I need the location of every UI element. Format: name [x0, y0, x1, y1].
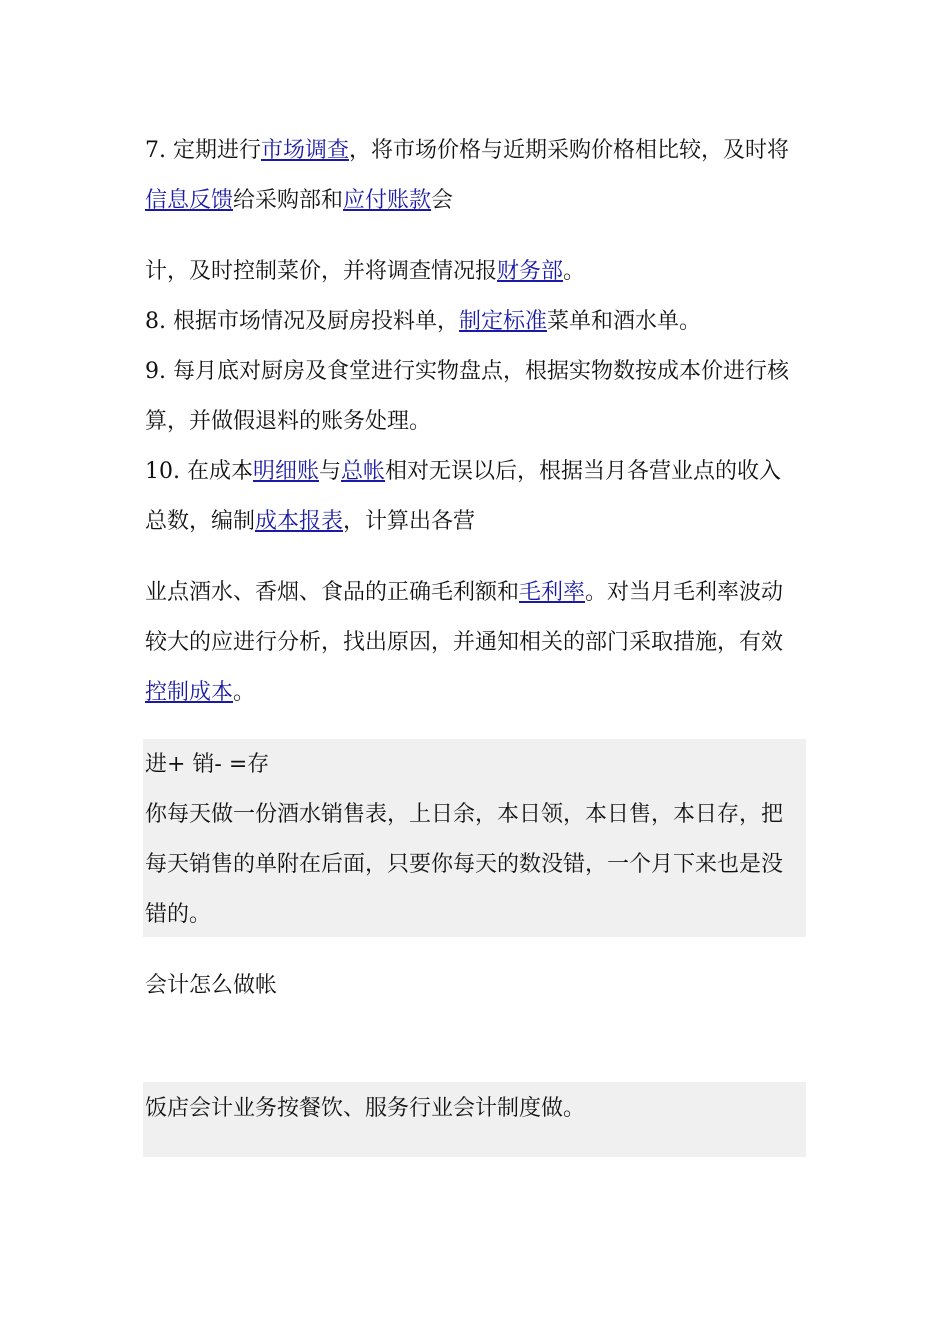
- item-10-text: 与: [319, 459, 342, 484]
- item-10-text: 总数，编制: [145, 509, 256, 534]
- item-10-text: 。对当月毛利率波动: [585, 580, 784, 605]
- question-2: 会计怎么做帐: [145, 973, 278, 998]
- item-7-text: ，将市场价格与近期采购价格相比较，及时将: [349, 138, 790, 163]
- item-10-line-4: 较大的应进行分析，找出原因，并通知相关的部门采取措施，有效: [145, 630, 784, 655]
- item-7-text: 。: [563, 259, 586, 284]
- link-set-standard[interactable]: 制定标准: [458, 309, 547, 334]
- item-10-line-5: [145, 678, 255, 708]
- link-gross-margin[interactable]: 毛利率: [519, 580, 586, 605]
- answer-1-line-1: 你每天做一份酒水销售表，上日余，本日领，本日售，本日存，把: [145, 802, 784, 827]
- item-10-text: 。: [233, 680, 256, 705]
- item-10-line-1: [145, 457, 781, 487]
- item-10-line-3: [145, 578, 783, 608]
- item-9-line-1: 9. 每月底对厨房及食堂进行实物盘点，根据实物数按成本价进行核: [145, 359, 789, 384]
- link-control-cost[interactable]: 控制成本: [145, 680, 234, 705]
- link-info-feedback[interactable]: 信息反馈: [145, 188, 234, 213]
- item-8-text: 8. 根据市场情况及厨房投料单，: [145, 309, 459, 334]
- item-7-line-1: [145, 136, 789, 166]
- item-10-text: ，计算出各营: [343, 509, 476, 534]
- item-9-line-2: 算，并做假退料的账务处理。: [145, 409, 432, 434]
- item-7-text: 7. 定期进行: [145, 138, 261, 163]
- item-7-line-2: [145, 186, 453, 216]
- item-8-text: 菜单和酒水单。: [547, 309, 702, 334]
- item-7-line-3: [145, 257, 585, 287]
- item-7-text: 给采购部和: [233, 188, 344, 213]
- item-10-text: 相对无误以后，根据当月各营业点的收入: [385, 459, 782, 484]
- link-finance-dept[interactable]: 财务部: [497, 259, 564, 284]
- answer-2: 饭店会计业务按餐饮、服务行业会计制度做。: [145, 1096, 586, 1121]
- answer-1-formula: 进+ 销- =存: [145, 752, 270, 777]
- link-accounts-payable[interactable]: 应付账款: [343, 188, 432, 213]
- item-10-text: 业点酒水、香烟、食品的正确毛利额和: [145, 580, 520, 605]
- answer-1-line-2: 每天销售的单附在后面，只要你每天的数没错，一个月下来也是没: [145, 852, 784, 877]
- item-10-line-2: [145, 507, 475, 537]
- item-10-text: 10. 在成本: [145, 459, 253, 484]
- link-general-ledger[interactable]: 总帐: [341, 459, 386, 484]
- item-7-text: 会: [431, 188, 454, 213]
- item-8-line: [145, 307, 701, 337]
- item-7-text: 计，及时控制菜价，并将调查情况报: [145, 259, 498, 284]
- link-cost-report[interactable]: 成本报表: [255, 509, 344, 534]
- link-market-survey[interactable]: 市场调查: [260, 138, 349, 163]
- link-detail-ledger[interactable]: 明细账: [252, 459, 319, 484]
- answer-1-line-3: 错的。: [145, 902, 212, 927]
